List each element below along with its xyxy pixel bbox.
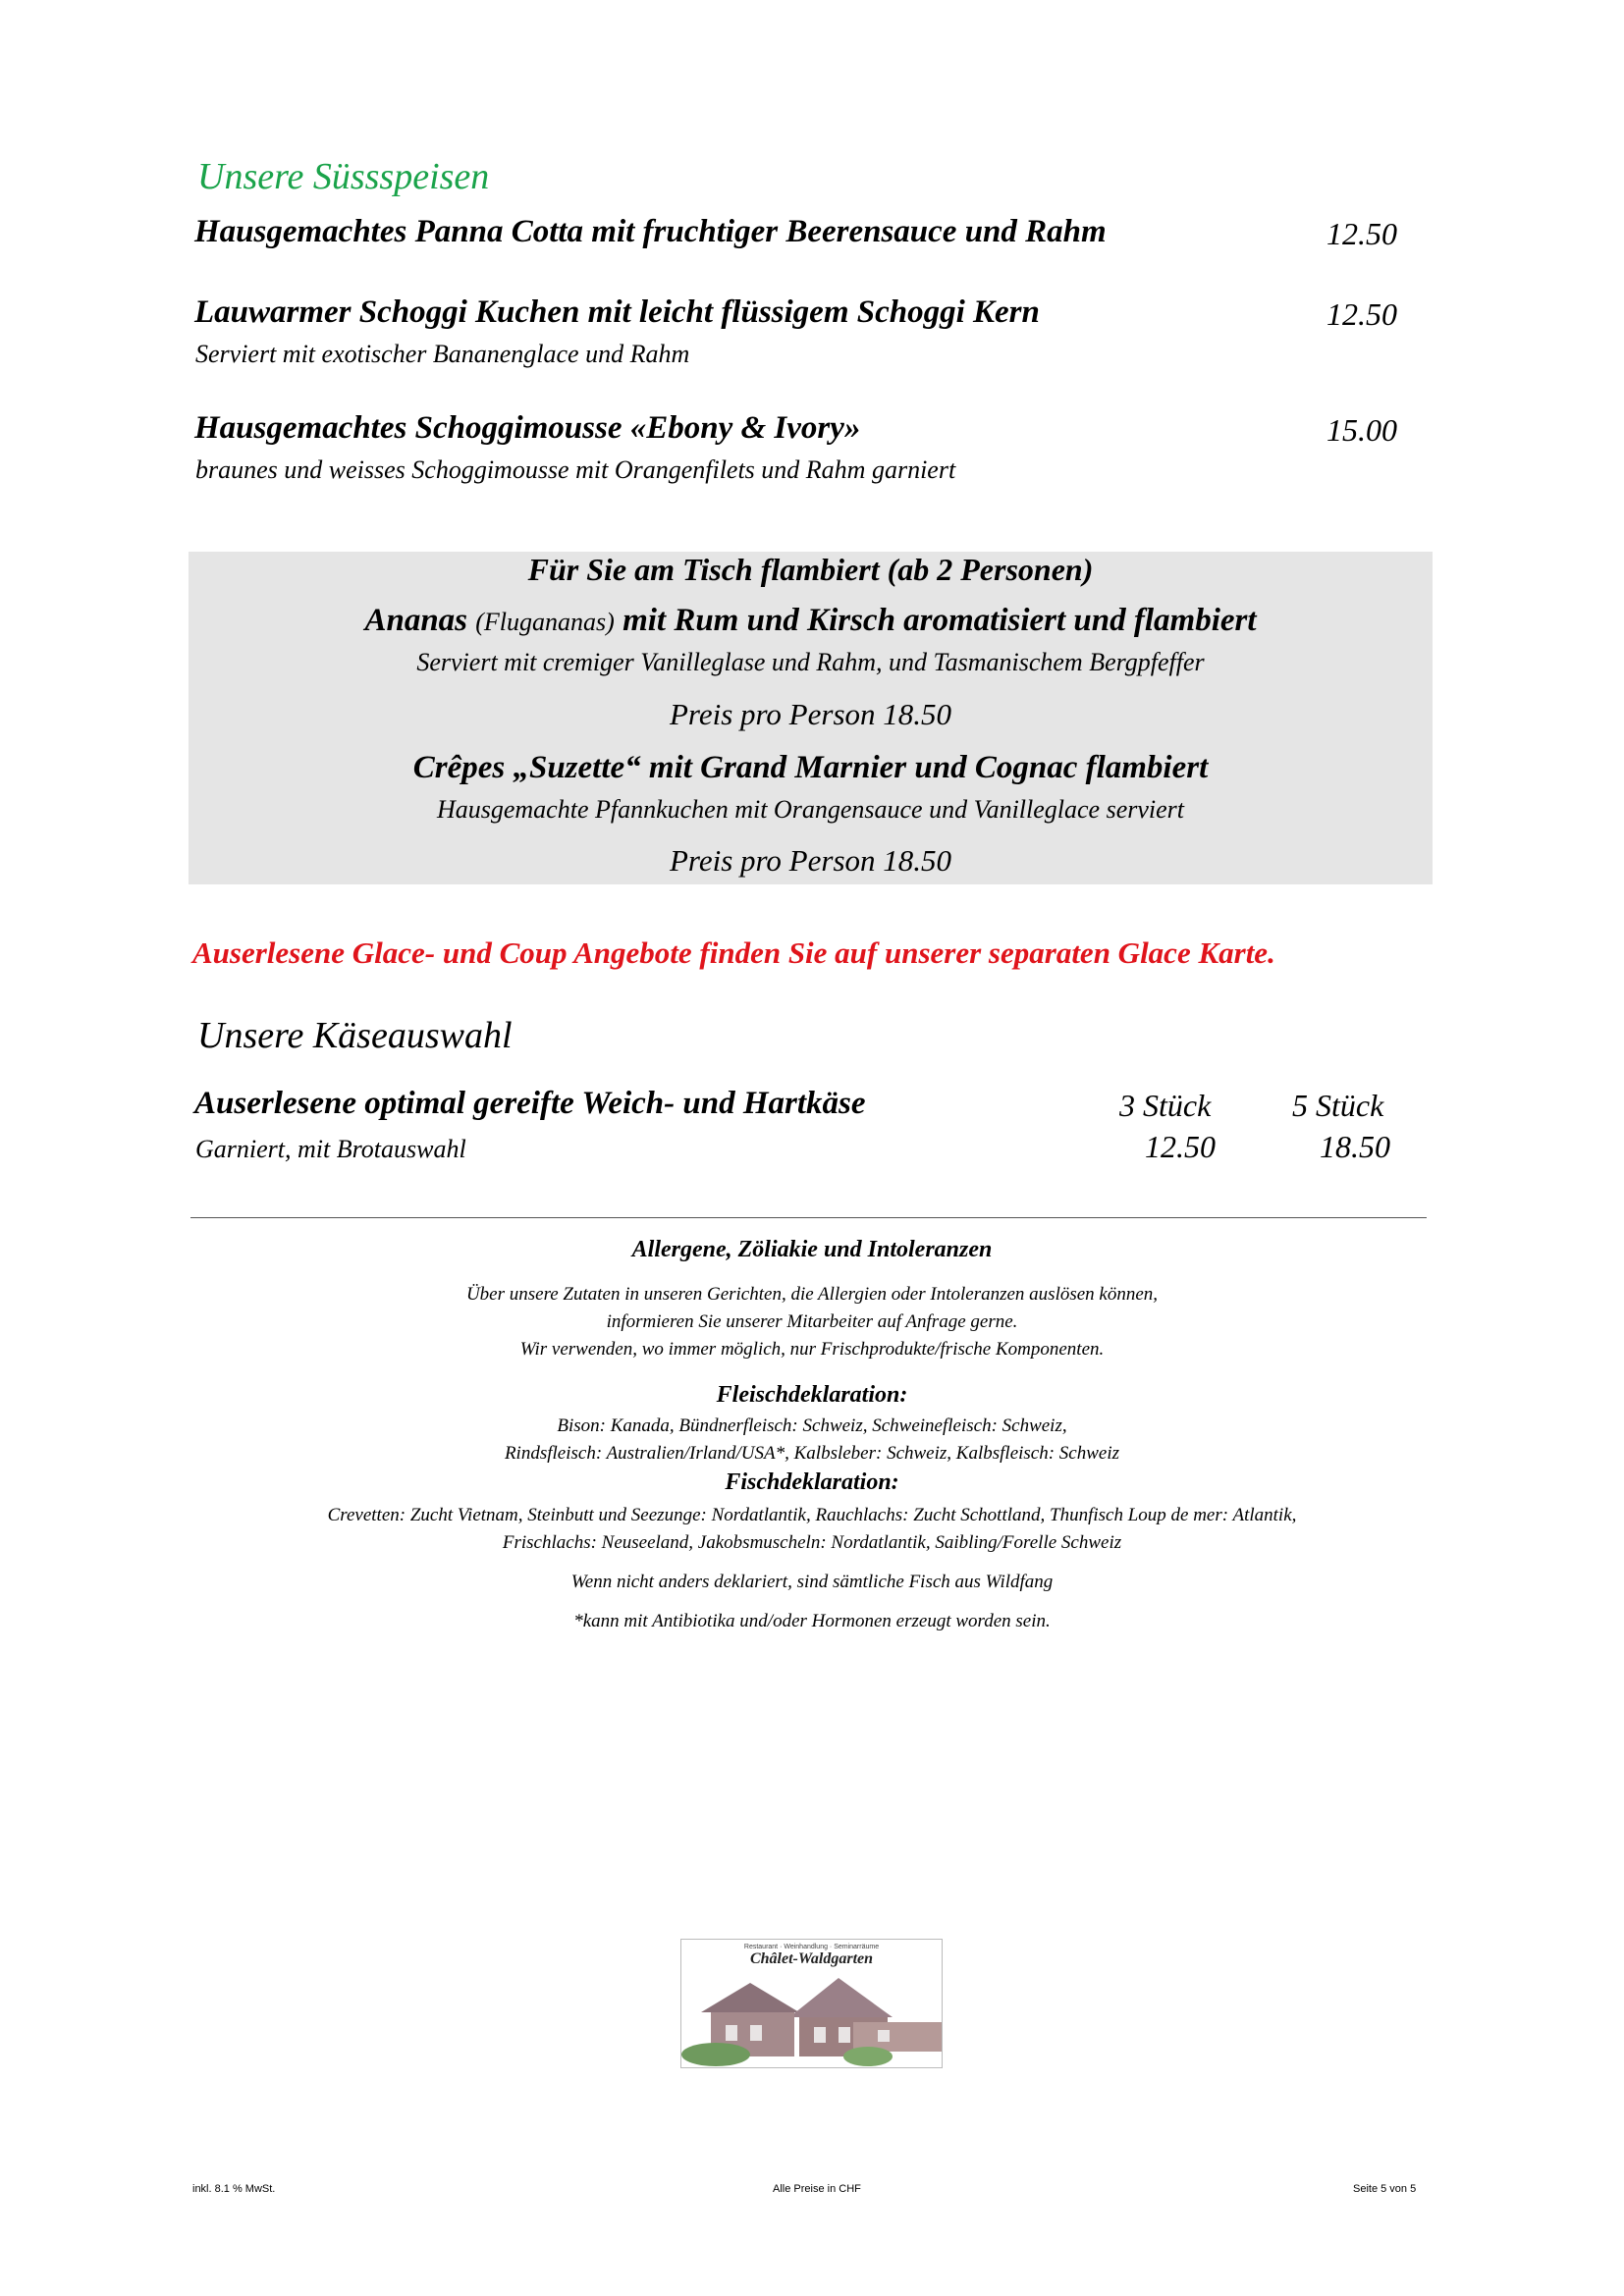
dessert-subtitle: Serviert mit exotischer Bananenglace und Rahm	[195, 340, 690, 368]
chalet-illustration-icon	[681, 1968, 942, 2066]
flambe-heading: Für Sie am Tisch flambiert (ab 2 Personen)	[527, 552, 1094, 587]
cheese-col2-label: 5 Stück	[1292, 1088, 1384, 1123]
dessert-subtitle: braunes und weisses Schoggimousse mit Orangenfilets und Rahm garniert	[195, 455, 956, 484]
fish-line: Frischlachs: Neuseeland, Jakobsmuscheln: Nordatlantik, Saibling/Forelle Schweiz	[502, 1532, 1122, 1553]
allergens-line: Über unsere Zutaten in unseren Gerichten, die Allergien oder Intoleranzen auslösen können,	[465, 1284, 1159, 1305]
desserts-heading: Unsere Süssspeisen	[197, 156, 490, 197]
cheese-subtitle: Garniert, mit Brotauswahl	[195, 1135, 466, 1163]
cheese-title: Auserlesene optimal gereifte Weich- und Hartkäse	[194, 1086, 866, 1121]
wild-note: Wenn nicht anders deklariert, sind sämtliche Fisch aus Wildfang	[570, 1572, 1054, 1592]
meat-heading: Fleischdeklaration:	[716, 1382, 908, 1408]
ananas-subtitle: Serviert mit cremiger Vanilleglase und Rahm, und Tasmanischem Bergpfeffer	[416, 648, 1205, 676]
divider	[190, 1217, 1427, 1218]
crepes-title: Crêpes „Suzette“ mit Grand Marnier und Cognac flambiert	[412, 750, 1209, 785]
logo-name: Châlet-Waldgarten	[749, 1950, 874, 1967]
cheese-col1-price: 12.50	[1145, 1129, 1216, 1164]
dessert-title: Hausgemachtes Panna Cotta mit fruchtiger Beerensauce und Rahm	[194, 214, 1107, 249]
footer-currency: Alle Preise in CHF	[773, 2183, 861, 2195]
fish-line: Crevetten: Zucht Vietnam, Steinbutt und Seezunge: Nordatlantik, Rauchlachs: Zucht Schottland, Thunfisch Loup de mer: Atlantik,	[327, 1505, 1297, 1525]
dessert-title: Hausgemachtes Schoggimousse «Ebony & Ivory»	[194, 410, 861, 446]
cheese-heading: Unsere Käseauswahl	[197, 1015, 513, 1056]
allergens-heading: Allergene, Zöliakie und Intoleranzen	[631, 1237, 993, 1262]
ananas-price: Preis pro Person 18.50	[669, 697, 952, 731]
dessert-price: 12.50	[1326, 296, 1397, 332]
antibiotics-note: *kann mit Antibiotika und/oder Hormonen erzeugt worden sein.	[573, 1611, 1051, 1631]
footer-vat: inkl. 8.1 % MwSt.	[192, 2183, 276, 2195]
dessert-title: Lauwarmer Schoggi Kuchen mit leicht flüssigem Schoggi Kern	[194, 294, 1040, 330]
glace-note: Auserlesene Glace- und Coup Angebote finden Sie auf unserer separaten Glace Karte.	[192, 935, 1275, 970]
allergens-line: informieren Sie unserer Mitarbeiter auf Anfrage gerne.	[606, 1311, 1018, 1332]
footer-page: Seite 5 von 5	[1353, 2183, 1417, 2195]
dessert-price: 12.50	[1326, 216, 1397, 251]
allergens-line: Wir verwenden, wo immer möglich, nur Frischprodukte/frische Komponenten.	[519, 1339, 1105, 1360]
crepes-price: Preis pro Person 18.50	[669, 843, 952, 878]
ananas-desc: mit Rum und Kirsch aromatisiert und flambiert	[623, 603, 1257, 638]
ananas-name: Ananas	[364, 603, 468, 638]
crepes-subtitle: Hausgemachte Pfannkuchen mit Orangensauce und Vanilleglace serviert	[436, 795, 1185, 824]
logo-tagline: Restaurant · Weinhandlung · Seminarräume	[743, 1944, 880, 1950]
dessert-price: 15.00	[1326, 412, 1397, 448]
cheese-col2-price: 18.50	[1320, 1129, 1390, 1164]
fish-heading: Fischdeklaration:	[725, 1469, 899, 1495]
ananas-title	[189, 603, 1433, 639]
ananas-variety: (Flugananas)	[475, 608, 615, 636]
restaurant-logo	[680, 1939, 943, 2068]
cheese-col1-label: 3 Stück	[1119, 1088, 1212, 1123]
meat-line: Rindsfleisch: Australien/Irland/USA*, Kalbsleber: Schweiz, Kalbsfleisch: Schweiz	[504, 1443, 1120, 1464]
meat-line: Bison: Kanada, Bündnerfleisch: Schweiz, Schweinefleisch: Schweiz,	[557, 1415, 1067, 1436]
